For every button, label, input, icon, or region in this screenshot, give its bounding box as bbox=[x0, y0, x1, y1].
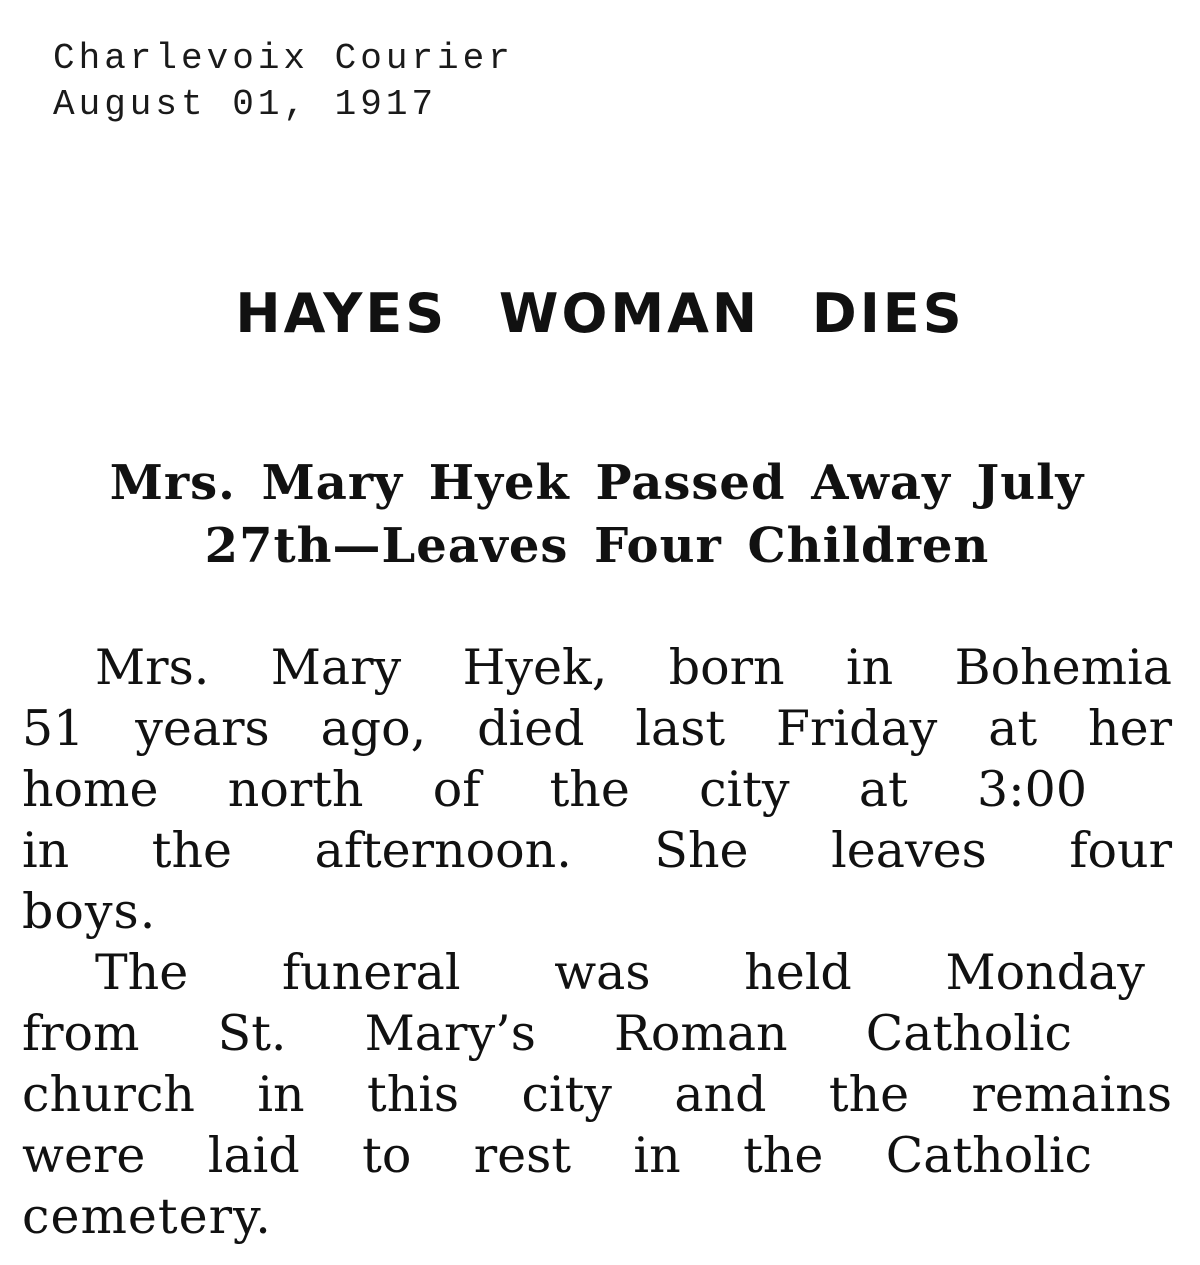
paragraph-2-line-2: from St. Mary’s Roman Catholic bbox=[22, 1005, 1072, 1062]
paragraph-1 bbox=[22, 637, 1172, 942]
paragraph-1-line-5: boys. bbox=[22, 883, 157, 940]
paragraph-1-line-4: in the afternoon. She leaves four bbox=[22, 822, 1172, 879]
newspaper-name: Charlevoix Courier bbox=[53, 38, 514, 79]
publication-date: August 01, 1917 bbox=[53, 84, 438, 125]
paragraph-2-line-5: cemetery. bbox=[22, 1188, 272, 1245]
newspaper-source bbox=[53, 36, 514, 128]
paragraph-2-line-1: The funeral was held Monday bbox=[95, 944, 1145, 1001]
headline: HAYES WOMAN DIES bbox=[235, 282, 965, 345]
subheadline-line-1: Mrs. Mary Hyek Passed Away July bbox=[109, 455, 1085, 511]
paragraph-1-line-1: Mrs. Mary Hyek, born in Bohemia bbox=[95, 639, 1172, 696]
paragraph-2 bbox=[22, 942, 1172, 1247]
paragraph-1-line-3: home north of the city at 3:00 bbox=[22, 761, 1087, 818]
paragraph-2-line-3: church in this city and the remains bbox=[22, 1066, 1172, 1123]
paragraph-2-line-4: were laid to rest in the Catholic bbox=[22, 1127, 1092, 1184]
subheadline bbox=[22, 452, 1172, 578]
paragraph-1-line-2: 51 years ago, died last Friday at her bbox=[22, 700, 1172, 757]
subheadline-line-2: 27th—Leaves Four Children bbox=[204, 518, 990, 574]
article-body bbox=[22, 637, 1172, 1247]
